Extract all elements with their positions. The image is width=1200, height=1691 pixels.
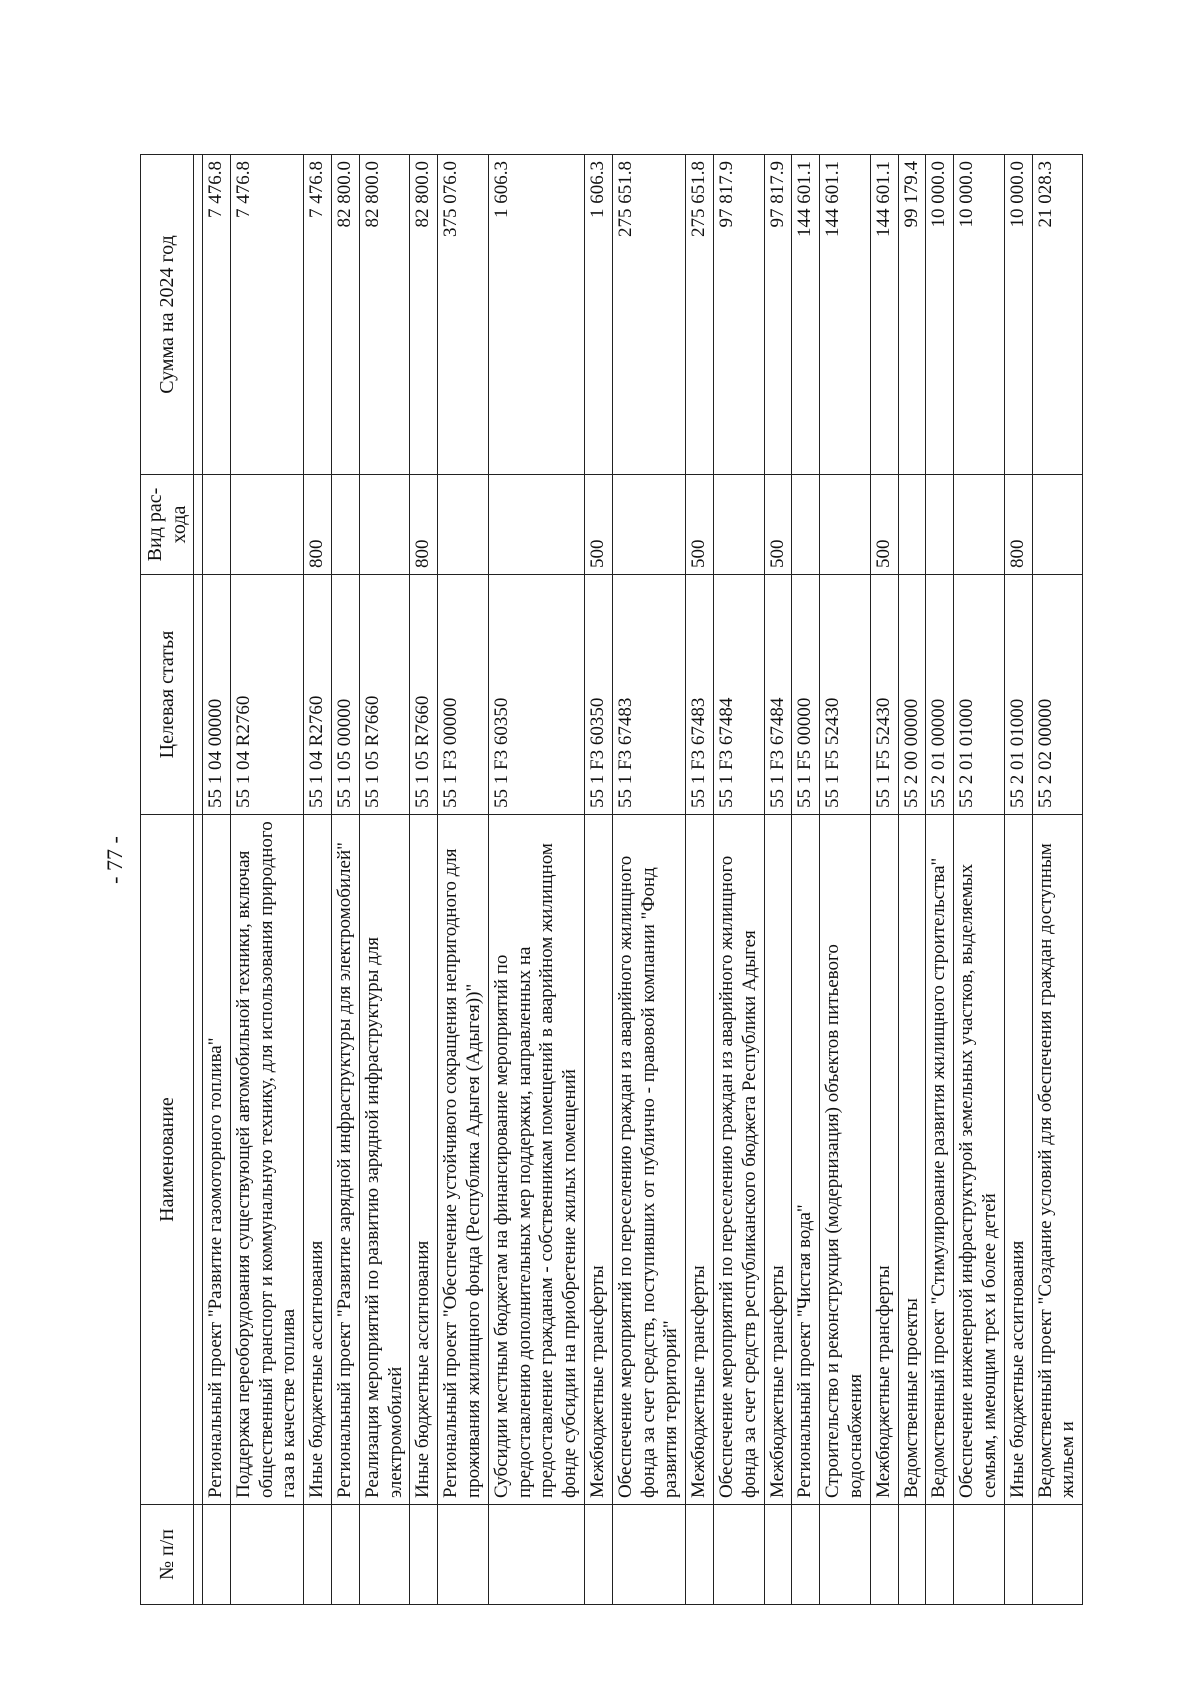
row-amount: 82 800.0 (410, 155, 438, 475)
row-num (954, 1505, 1005, 1605)
row-num (331, 1505, 359, 1605)
row-code: 55 2 02 00000 (1032, 575, 1083, 815)
row-kind: 500 (764, 475, 792, 575)
row-amount: 275 651.8 (612, 155, 685, 475)
row-amount: 97 817.9 (764, 155, 792, 475)
row-code: 55 1 05 00000 (331, 575, 359, 815)
row-code: 55 1 F5 00000 (792, 575, 820, 815)
table-row (764, 155, 792, 1605)
row-code: 55 1 05 R7660 (410, 575, 438, 815)
row-num (820, 1505, 871, 1605)
row-code: 55 1 F3 67484 (764, 575, 792, 815)
row-code: 55 2 01 01000 (954, 575, 1005, 815)
table-row (410, 155, 438, 1605)
row-num (1004, 1505, 1032, 1605)
row-name: Иные бюджетные ассигнования (1004, 815, 1032, 1505)
row-name: Реализация мероприятий по развитию зарядной инфраструктуры для электромобилей (359, 815, 410, 1505)
row-num (792, 1505, 820, 1605)
row-num (230, 1505, 303, 1605)
row-amount: 82 800.0 (331, 155, 359, 475)
row-code: 55 1 F3 00000 (438, 575, 489, 815)
row-kind (898, 475, 926, 575)
spacer-cell (194, 1505, 203, 1605)
row-amount: 1 606.3 (584, 155, 612, 475)
row-name: Ведомственные проекты (898, 815, 926, 1505)
header-amount: Сумма на 2024 год (141, 155, 194, 475)
row-code: 55 1 F3 60350 (488, 575, 584, 815)
page-number: - 77 - (102, 836, 127, 884)
row-num (612, 1505, 685, 1605)
table-row (686, 155, 714, 1605)
row-name: Иные бюджетные ассигнования (304, 815, 332, 1505)
row-num (926, 1505, 954, 1605)
row-name: Региональный проект "Обеспечение устойчивого сокращения непригодного для проживания жилищного фонда (Республика Адыгея (Адыгея))" (438, 815, 489, 1505)
row-amount: 82 800.0 (359, 155, 410, 475)
table-row (359, 155, 410, 1605)
row-name: Межбюджетные трансферты (870, 815, 898, 1505)
table-row (820, 155, 871, 1605)
row-code: 55 2 00 00000 (898, 575, 926, 815)
row-name: Межбюджетные трансферты (764, 815, 792, 1505)
row-amount: 144 601.1 (870, 155, 898, 475)
row-code: 55 1 F3 67483 (686, 575, 714, 815)
table-row (713, 155, 764, 1605)
row-name: Ведомственный проект "Стимулирование развития жилищного строительства" (926, 815, 954, 1505)
header-expense-type: Вид рас- хода (141, 475, 194, 575)
table-row (438, 155, 489, 1605)
row-code: 55 1 04 R2760 (230, 575, 303, 815)
row-amount: 97 817.9 (713, 155, 764, 475)
row-code: 55 1 F3 60350 (584, 575, 612, 815)
row-amount: 7 476.8 (230, 155, 303, 475)
row-amount: 144 601.1 (820, 155, 871, 475)
row-kind: 800 (410, 475, 438, 575)
table-row (304, 155, 332, 1605)
row-num (410, 1505, 438, 1605)
row-kind (713, 475, 764, 575)
row-num (686, 1505, 714, 1605)
row-amount: 21 028.3 (1032, 155, 1083, 475)
row-code: 55 1 F5 52430 (820, 575, 871, 815)
row-kind: 500 (584, 475, 612, 575)
table-row (870, 155, 898, 1605)
table-row (230, 155, 303, 1605)
row-kind: 800 (304, 475, 332, 575)
row-kind (612, 475, 685, 575)
spacer-row (194, 155, 203, 1605)
row-name: Межбюджетные трансферты (686, 815, 714, 1505)
row-code: 55 1 04 00000 (203, 575, 231, 815)
row-name: Региональный проект "Чистая вода" (792, 815, 820, 1505)
spacer-cell (194, 575, 203, 815)
row-num (304, 1505, 332, 1605)
row-num (898, 1505, 926, 1605)
spacer-cell (194, 155, 203, 475)
row-code: 55 1 F3 67483 (612, 575, 685, 815)
table-row (488, 155, 584, 1605)
row-kind: 500 (686, 475, 714, 575)
row-kind (359, 475, 410, 575)
table-row (612, 155, 685, 1605)
budget-table-wrapper (140, 155, 1079, 1605)
row-kind (820, 475, 871, 575)
row-code: 55 1 04 R2760 (304, 575, 332, 815)
row-code: 55 2 01 00000 (926, 575, 954, 815)
row-name: Субсидии местным бюджетам на финансирование мероприятий по предоставлению дополнительных мер поддержки, направленных на предоставление гражданам - собственникам помещений в аварийном жилищном фонде субсидии на приобретение жилых помещений (488, 815, 584, 1505)
row-amount: 275 651.8 (686, 155, 714, 475)
row-kind (331, 475, 359, 575)
row-code: 55 1 F3 67484 (713, 575, 764, 815)
table-row (331, 155, 359, 1605)
row-kind (438, 475, 489, 575)
row-kind (230, 475, 303, 575)
row-name: Региональный проект "Развитие газомоторного топлива" (203, 815, 231, 1505)
header-name: Наименование (141, 815, 194, 1505)
row-name: Ведомственный проект "Создание условий для обеспечения граждан доступным жильем и (1032, 815, 1083, 1505)
row-name: Строительство и реконструкция (модернизация) объектов питьевого водоснабжения (820, 815, 871, 1505)
row-name: Обеспечение мероприятий по переселению граждан из аварийного жилищного фонда за счет средств республиканского бюджета Республики Адыгея (713, 815, 764, 1505)
spacer-cell (194, 475, 203, 575)
row-num (359, 1505, 410, 1605)
row-num (870, 1505, 898, 1605)
row-kind (954, 475, 1005, 575)
row-code: 55 1 05 R7660 (359, 575, 410, 815)
row-kind (926, 475, 954, 575)
table-row (898, 155, 926, 1605)
row-amount: 7 476.8 (304, 155, 332, 475)
row-name: Межбюджетные трансферты (584, 815, 612, 1505)
row-amount: 10 000.0 (1004, 155, 1032, 475)
row-amount: 375 076.0 (438, 155, 489, 475)
table-row (584, 155, 612, 1605)
table-row (954, 155, 1005, 1605)
table-header-row (141, 155, 194, 1605)
row-amount: 7 476.8 (203, 155, 231, 475)
table-row (1032, 155, 1083, 1605)
row-amount: 10 000.0 (926, 155, 954, 475)
header-num: № п/п (141, 1505, 194, 1605)
row-amount: 10 000.0 (954, 155, 1005, 475)
row-code: 55 2 01 01000 (1004, 575, 1032, 815)
table-row (203, 155, 231, 1605)
row-amount: 144 601.1 (792, 155, 820, 475)
row-kind (1032, 475, 1083, 575)
spacer-cell (194, 815, 203, 1505)
row-num (713, 1505, 764, 1605)
row-code: 55 1 F5 52430 (870, 575, 898, 815)
row-kind (203, 475, 231, 575)
header-target-article: Целевая статья (141, 575, 194, 815)
table-row (792, 155, 820, 1605)
row-name: Обеспечение инженерной инфраструктурой земельных участков, выделяемых семьям, имеющим трех и более детей (954, 815, 1005, 1505)
row-name: Поддержка переоборудования существующей автомобильной техники, включая общественный транспорт и коммунальную технику, для использования природного газа в качестве топлива (230, 815, 303, 1505)
row-kind (488, 475, 584, 575)
table-row (1004, 155, 1032, 1605)
table-row (926, 155, 954, 1605)
row-kind: 500 (870, 475, 898, 575)
row-num (203, 1505, 231, 1605)
row-num (1032, 1505, 1083, 1605)
row-kind (792, 475, 820, 575)
row-amount: 1 606.3 (488, 155, 584, 475)
row-name: Иные бюджетные ассигнования (410, 815, 438, 1505)
row-amount: 99 179.4 (898, 155, 926, 475)
row-name: Обеспечение мероприятий по переселению граждан из аварийного жилищного фонда за счет средств, поступивших от публично - правовой компании "Фонд развития территорий" (612, 815, 685, 1505)
budget-table (140, 154, 1083, 1605)
row-num (488, 1505, 584, 1605)
row-num (438, 1505, 489, 1605)
row-name: Региональный проект "Развитие зарядной инфраструктуры для электромобилей" (331, 815, 359, 1505)
row-kind: 800 (1004, 475, 1032, 575)
row-num (764, 1505, 792, 1605)
row-num (584, 1505, 612, 1605)
